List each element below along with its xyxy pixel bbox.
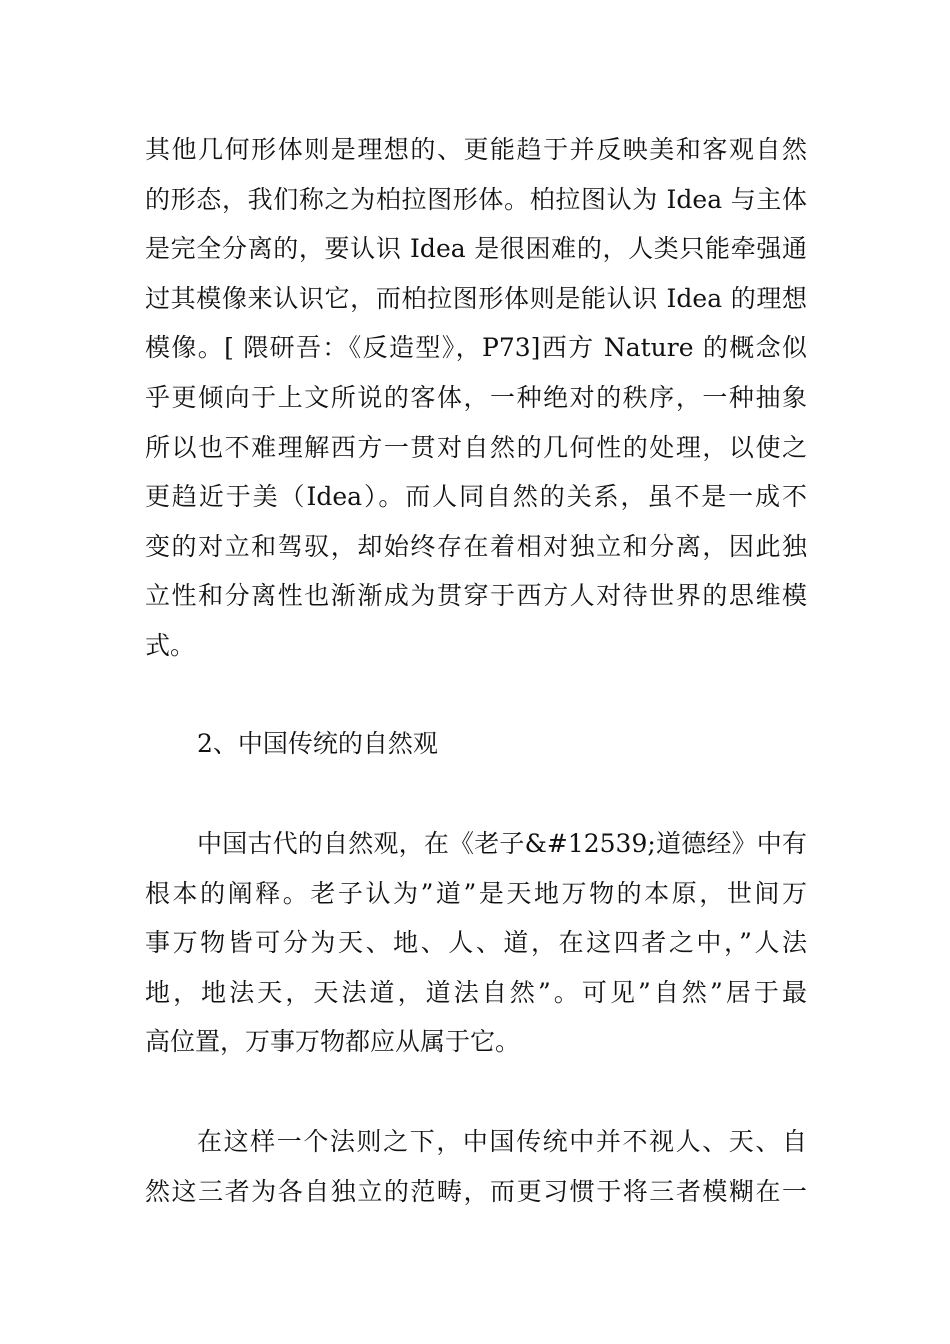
text-line: 的形态，我们称之为柏拉图形体。柏拉图认为 Idea 与主体 xyxy=(145,185,807,214)
text-line: 立性和分离性也渐渐成为贯穿于西方人对待世界的思维模 xyxy=(145,581,807,610)
text-line: 在这样一个法则之下，中国传统中并不视人、天、自 xyxy=(197,1127,807,1156)
text-line: 其他几何形体则是理想的、更能趋于并反映美和客观自然 xyxy=(145,135,807,164)
text-line: 乎更倾向于上文所说的客体，一种绝对的秩序，一种抽象 xyxy=(145,383,807,412)
text-line: 更趋近于美（Idea）。而人同自然的关系，虽不是一成不 xyxy=(145,482,807,511)
text-line: 变的对立和驾驭，却始终存在着相对独立和分离，因此独 xyxy=(145,532,807,561)
text-line: 式。 xyxy=(145,631,196,660)
text-line: 模像。[ 隈研吾：《反造型》，P73]西方 Nature 的概念似 xyxy=(145,333,807,362)
text-line: 高位置，万事万物都应从属于它。 xyxy=(145,1027,521,1056)
text-line: 过其模像来认识它，而柏拉图形体则是能认识 Idea 的理想 xyxy=(145,284,807,313)
text-line: 事万物皆可分为天、地、人、道，在这四者之中，”人法 xyxy=(145,928,807,957)
text-line: 根本的阐释。老子认为”道”是天地万物的本原，世间万 xyxy=(145,879,807,908)
text-line: 中国古代的自然观，在《老子&#12539;道德经》中有 xyxy=(197,829,807,858)
text-line: 是完全分离的，要认识 Idea 是很困难的，人类只能牵强通 xyxy=(145,234,807,263)
text-line: 所以也不难理解西方一贯对自然的几何性的处理，以使之 xyxy=(145,433,807,462)
text-line: 然这三者为各自独立的范畴，而更习惯于将三者模糊在一 xyxy=(145,1177,807,1206)
section-heading: 2、中国传统的自然观 xyxy=(197,729,438,758)
text-line: 地，地法天，天法道，道法自然”。可见”自然”居于最 xyxy=(145,978,807,1007)
